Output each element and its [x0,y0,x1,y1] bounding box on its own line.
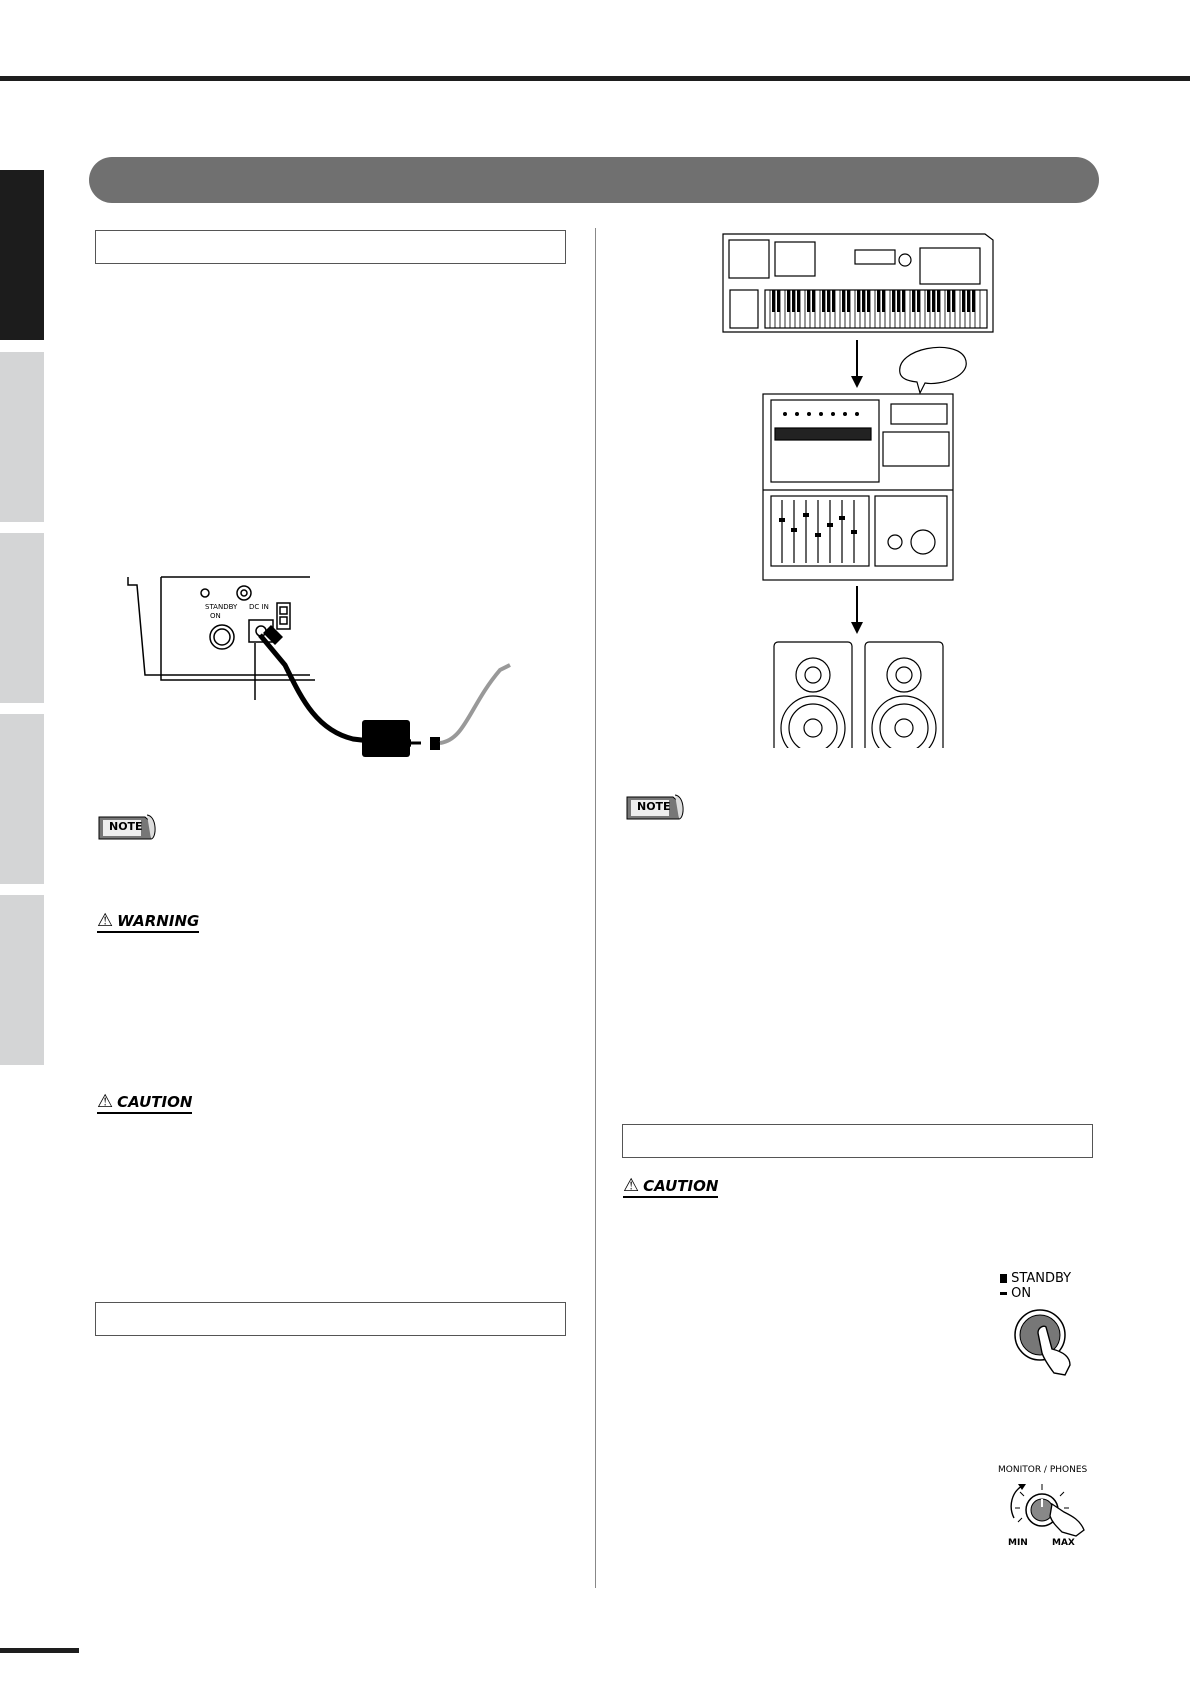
standby-label [1000,1272,1071,1286]
side-tab-2[interactable] [0,352,44,522]
on-symbol-icon [1000,1292,1007,1295]
rear-standby-text: STANDBY [205,603,238,611]
side-tab-4[interactable] [0,714,44,884]
connection-diagram [715,228,1005,748]
caution-triangle-icon: ⚠ [97,1091,114,1112]
side-tab-3[interactable] [0,533,44,703]
warning-label-text: WARNING [117,912,200,930]
rear-panel-illustration [125,565,525,765]
knob-min-label: MIN [1008,1538,1028,1548]
note-label-1: NOTE [109,820,143,833]
heading-box-power-on [622,1124,1093,1158]
recorder-illustration [763,394,953,580]
caution-label-text: CAUTION [643,1177,719,1195]
monitor-phones-knob[interactable] [1000,1478,1090,1538]
knob-max-label: MAX [1052,1538,1075,1548]
monitor-phones-label: MONITOR / PHONES [998,1465,1088,1475]
caution-label-left [97,1093,192,1114]
speaker-right [865,642,943,748]
caution-triangle-icon: ⚠ [623,1175,640,1196]
heading-box-power-supply [95,230,566,264]
on-text: ON [1011,1286,1032,1301]
section-banner [89,157,1099,203]
caution-label-right [623,1177,718,1198]
bottom-rule [0,1648,79,1653]
rear-dc-in-label: DC IN [249,603,269,611]
side-tab-5[interactable] [0,895,44,1065]
warning-label [97,912,199,933]
on-label [1000,1287,1031,1301]
note-label-2: NOTE [637,800,671,813]
hand-icon [1050,1504,1084,1536]
synthesizer-illustration [723,234,993,332]
caution-label-text: CAUTION [117,1093,193,1111]
top-rule [0,76,1190,81]
rear-on-label: ON [210,612,221,620]
column-divider [595,228,596,1588]
standby-symbol-icon [1000,1274,1007,1283]
standby-button-illustration[interactable] [1010,1305,1090,1380]
standby-text: STANDBY [1011,1271,1072,1286]
warning-triangle-icon: ⚠ [97,910,114,931]
speaker-left [774,642,852,748]
heading-box-connecting [95,1302,566,1336]
side-tab-active[interactable] [0,170,44,340]
